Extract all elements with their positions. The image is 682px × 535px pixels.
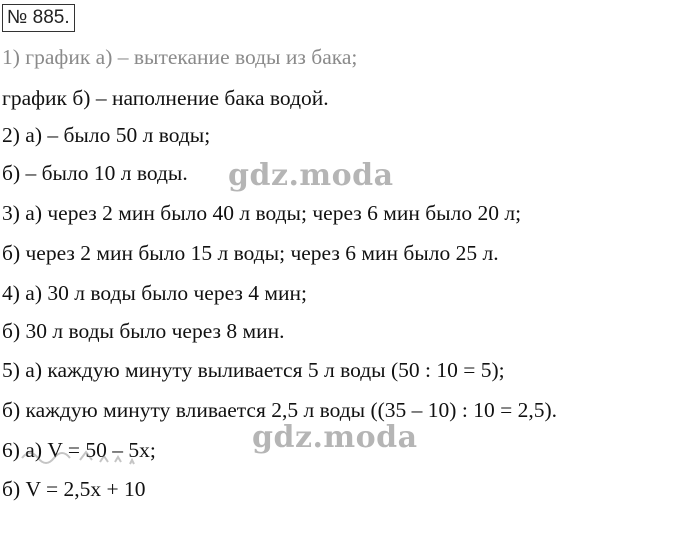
answer-line-5: 3) а) через 2 мин было 40 л воды; через 6 мин было 20 л; [2,201,522,225]
answer-line-4: б) – было 10 л воды. [2,161,188,185]
answer-line-1: 1) график а) – вытекание воды из бака; [2,45,358,69]
watermark-top: gdz.moda [228,158,394,193]
answer-line-2: график б) – наполнение бака водой. [2,86,329,110]
answer-line-3: 2) а) – было 50 л воды; [2,123,211,147]
problem-number-badge: № 885. [2,4,75,32]
answer-line-8: б) 30 л воды было через 8 мин. [2,319,285,343]
answer-line-9: 5) а) каждую минуту выливается 5 л воды (50 : 10 = 5); [2,358,505,382]
answer-line-10: б) каждую минуту вливается 2,5 л воды ((35 – 10) : 10 = 2,5). [2,398,557,422]
answer-line-11: 6) а) V = 50 – 5x; [2,438,156,462]
answer-line-7: 4) а) 30 л воды было через 4 мин; [2,281,307,305]
watermark-scribble [20,440,160,470]
watermark-bottom: gdz.moda [252,420,418,455]
answer-line-12: б) V = 2,5x + 10 [2,477,146,501]
answer-line-6: б) через 2 мин было 15 л воды; через 6 мин было 25 л. [2,241,499,265]
